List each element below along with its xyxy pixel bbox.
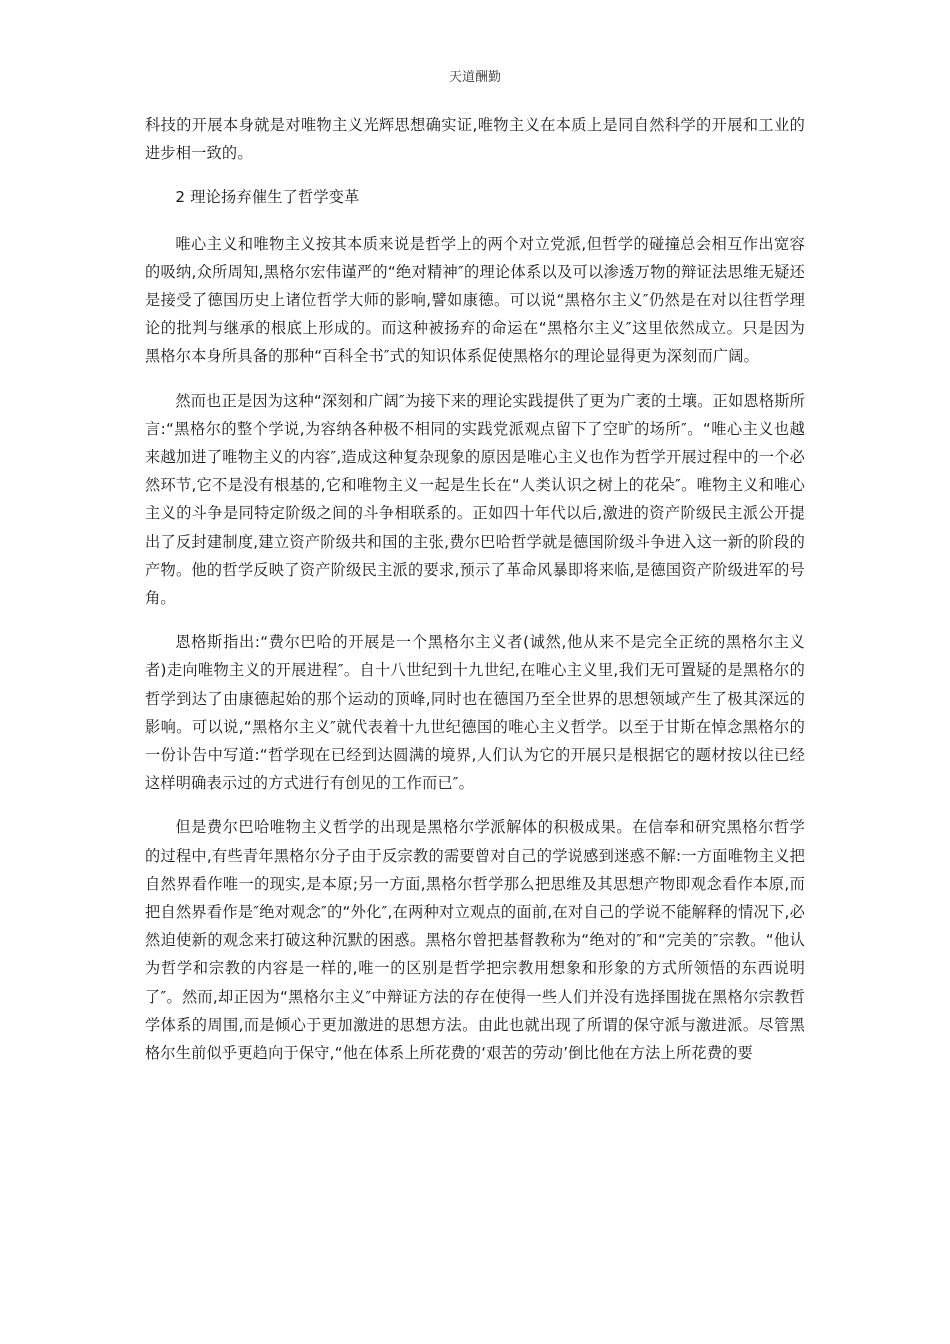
page-header: 天道酬勤: [448, 70, 501, 85]
paragraph-continuation: 科技的开展本身就是对唯物主义光辉思想确实证,唯物主义在本质上是同自然科学的开展和工业的进步相一致的。: [145, 116, 805, 163]
section-heading: 2 理论扬弃催生了哲学变革: [175, 188, 360, 207]
paragraph: 然而也正是因为这种“深刻和广阔″为接下来的理论实践提供了更为广袤的土壤。正如恩格斯所言:“黑格尔的整个学说,为容纳各种极不相同的实践党派观点留下了空旷的场所″。“唯心主义也越来越加进了唯物主义的内容″,造成这种复杂现象的原因是唯心主义也作为哲学开展过程中的一个必然环节,它不是没有根基的,它和唯物主义一起是生长在“人类认识之树上的花朵″。唯物主义和唯心主义的斗争是同特定阶级之间的斗争相联系的。正如四十年代以后,激进的资产阶级民主派公开提出了反封建制度,建立资产阶级共和国的主张,费尔巴哈哲学就是德国阶级斗争进入这一新的阶段的产物。他的哲学反映了资产阶级民主派的要求,预示了革命风暴即将来临,是德国资产阶级进军的号角。: [145, 391, 805, 608]
paragraph: 唯心主义和唯物主义按其本质来说是哲学上的两个对立党派,但哲学的碰撞总会相互作出宽容的吸纳,众所周知,黑格尔宏伟谨严的“绝对精神″的理论体系以及可以渗透万物的辩证法思维无疑还是接受了德国历史上诸位哲学大师的影响,譬如康德。可以说“黑格尔主义″仍然是在对以往哲学理论的批判与继承的根底上形成的。而这种被扬弃的命运在“黑格尔主义″这里依然成立。只是因为黑格尔本身所具备的那种“百科全书″式的知识体系促使黑格尔的理论显得更为深刻而广阔。: [145, 234, 805, 366]
document-body: [145, 111, 805, 1083]
paragraph: 但是费尔巴哈唯物主义哲学的出现是黑格尔学派解体的积极成果。在信奉和研究黑格尔哲学的过程中,有些青年黑格尔分子由于反宗教的需要曾对自己的学说感到迷惑不解:一方面唯物主义把自然界看作唯一的现实,是本原;另一方面,黑格尔哲学那么把思维及其思想产物即观念看作本原,而把自然界看作是″绝对观念″的“外化″,在两种对立观点的面前,在对自己的学说不能解释的情况下,必然迫使新的观念来打破这种沉默的困惑。黑格尔曾把基督教称为“绝对的″和“完美的″宗教。“他认为哲学和宗教的内容是一样的,唯一的区别是哲学把宗教用想象和形象的方式所领悟的东西说明了″。然而,却正因为“黑格尔主义″中辩证方法的存在使得一些人们并没有选择围拢在黑格尔宗教哲学体系的周围,而是倾心于更加激进的思想方法。由此也就出现了所谓的保守派与激进派。尽管黑格尔生前似乎更趋向于保守,“他在体系上所花费的‘艰苦的劳动’倒比他在方法上所花费的要: [145, 818, 805, 1063]
paragraph: 恩格斯指出:“费尔巴哈的开展是一个黑格尔主义者(诚然,他从来不是完全正统的黑格尔主义者)走向唯物主义的开展进程″。自十八世纪到十九世纪,在唯心主义里,我们无可置疑的是黑格尔的哲学到达了由康德起始的那个运动的顶峰,同时也在德国乃至全世界的思想领域产生了极其深远的影响。可以说,“黑格尔主义″就代表着十九世纪德国的唯心主义哲学。以至于甘斯在悼念黑格尔的一份讣告中写道:“哲学现在已经到达圆满的境界,人们认为它的开展只是根据它的题材按以往已经这样明确表示过的方式进行有创见的工作而已″。: [145, 633, 805, 793]
